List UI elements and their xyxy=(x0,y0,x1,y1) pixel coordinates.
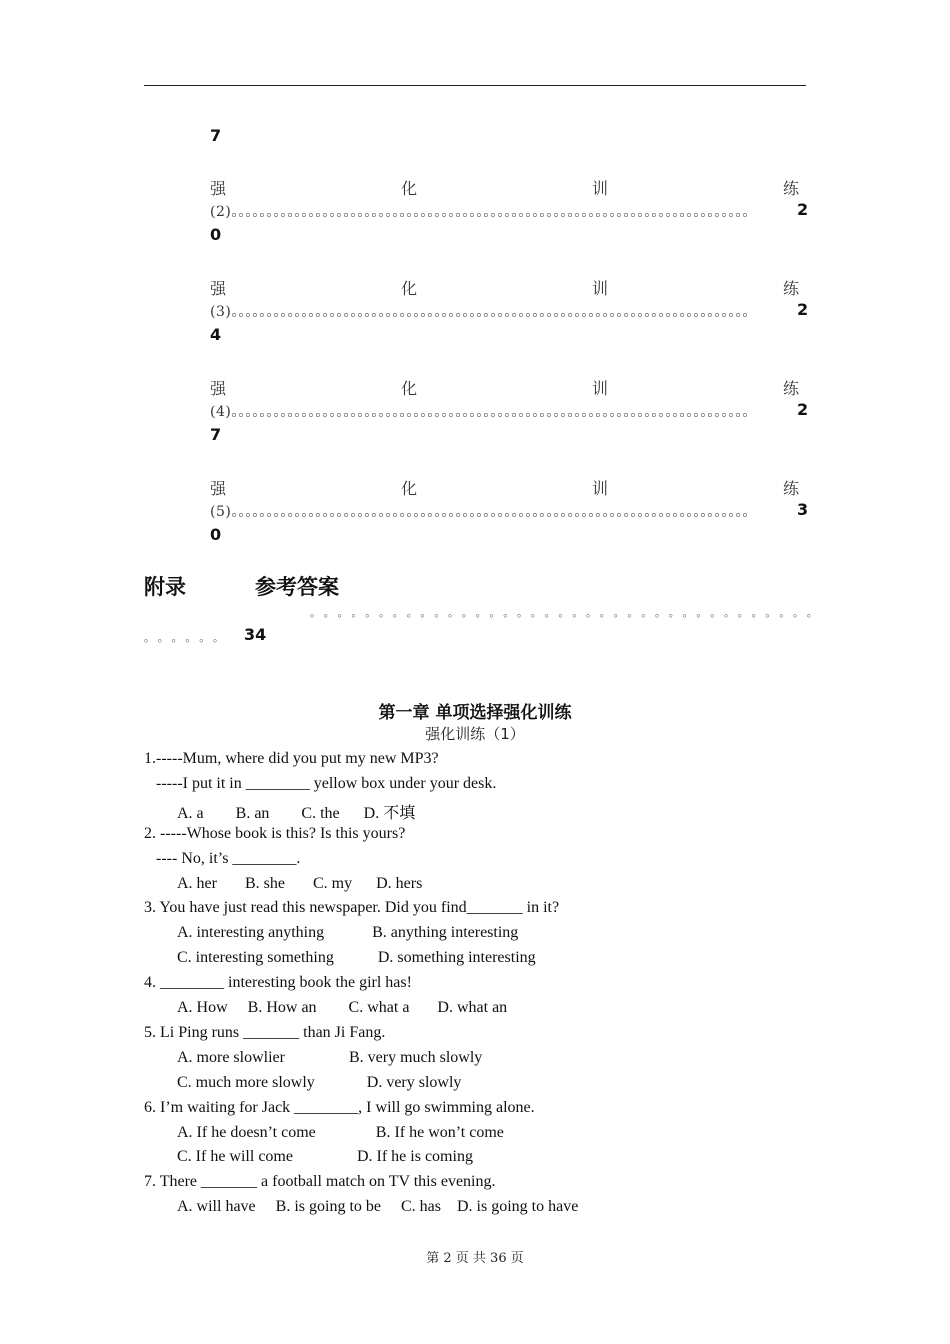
section-subtitle: 强化训练（1） xyxy=(425,725,525,743)
toc-entry-word: 化 xyxy=(401,379,418,398)
toc-entry-word: 强 xyxy=(210,279,227,298)
toc-entry-page-cont: 0 xyxy=(210,225,222,244)
question-options: A. more slowlier B. very much slowly xyxy=(177,1048,483,1066)
toc-entry-word: 化 xyxy=(401,479,418,498)
question-options: A. If he doesn’t come B. If he won’t come xyxy=(177,1123,504,1141)
question-options: A. will have B. is going to be C. has D. is going to have xyxy=(177,1198,579,1216)
question-options: A. a B. an C. the D. 不填 xyxy=(177,804,416,822)
toc-entry-word: 化 xyxy=(401,179,418,198)
question-text: 2. -----Whose book is this? Is this yours? xyxy=(144,824,406,842)
toc-entry-page-cont: 7 xyxy=(210,425,222,444)
question-text: 4. ________ interesting book the girl has! xyxy=(144,974,412,992)
toc-leader-dots: 。。。。。。。。。。。。。。。。。。。。。。。。。。。。。。。。。。。。。。。。。。。。。。。。。。。。。。。。。。。。。。。。。。。。。。。。。。 xyxy=(231,204,757,220)
appendix-label: 附录 xyxy=(144,575,186,599)
question-text: 7. There _______ a football match on TV this evening. xyxy=(144,1173,496,1191)
toc-entry-word: 训 xyxy=(592,379,609,398)
toc-entry-word: 强 xyxy=(210,479,227,498)
question-text: 5. Li Ping runs _______ than Ji Fang. xyxy=(144,1023,386,1041)
question-text: 3. You have just read this newspaper. Did you find_______ in it? xyxy=(144,899,560,917)
toc-leader-dots: 。。。。。。。。。。。。。。。。。。。。。。。。。。。。。。。。。。。。。。。。。。。。。。。。。。。。。。。。。。。。。。。。。。。。。。。。。。 xyxy=(231,304,757,320)
question-options: C. interesting something D. something interesting xyxy=(177,949,536,967)
page-footer: 第 2 页 共 36 页 xyxy=(426,1251,524,1266)
question-options: C. If he will come D. If he is coming xyxy=(177,1148,473,1166)
appendix-leader-dots-2: 。。。。。。 xyxy=(144,631,233,644)
toc-entry-page: 2 xyxy=(797,400,809,419)
toc-entry-word: 化 xyxy=(401,279,418,298)
toc-entry-number: (3) xyxy=(210,304,232,320)
toc-entry-number: (4) xyxy=(210,404,232,420)
question-options: A. her B. she C. my D. hers xyxy=(177,874,423,892)
toc-entry-line[interactable] xyxy=(210,500,809,521)
toc-entry-word: 强 xyxy=(210,379,227,398)
toc-entry-word: 训 xyxy=(592,479,609,498)
question-text: 6. I’m waiting for Jack ________, I will go swimming alone. xyxy=(144,1098,535,1116)
chapter-title: 第一章 单项选择强化训练 xyxy=(378,703,572,723)
toc-entry-line[interactable] xyxy=(210,400,809,421)
toc-entry-word: 训 xyxy=(592,179,609,198)
toc-entry-word: 训 xyxy=(592,279,609,298)
toc-entry-word: 练 xyxy=(783,479,800,498)
toc-entry-page-cont: 0 xyxy=(210,525,222,544)
question-options: C. much more slowly D. very slowly xyxy=(177,1073,462,1091)
question-text: ---- No, it’s ________. xyxy=(144,849,301,867)
toc-entry-word: 练 xyxy=(783,179,800,198)
toc-entry-page: 2 xyxy=(797,300,809,319)
question-options: A. How B. How an C. what a D. what an xyxy=(177,999,508,1016)
toc-entry-page: 2 xyxy=(797,200,809,219)
toc-entry-word: 练 xyxy=(783,279,800,298)
header-rule xyxy=(144,85,806,86)
toc-entry-page-cont: 4 xyxy=(210,325,222,344)
toc-entry-number: (2) xyxy=(210,204,232,220)
appendix-page-number: 34 xyxy=(244,625,267,644)
toc-entry-line[interactable] xyxy=(210,300,809,321)
toc-entry-line[interactable] xyxy=(210,200,809,221)
toc-page-digit: 7 xyxy=(210,126,222,145)
appendix-title: 参考答案 xyxy=(255,575,339,599)
toc-entry-word: 练 xyxy=(783,379,800,398)
question-text: 1.-----Mum, where did you put my new MP3? xyxy=(144,750,439,767)
question-options: A. interesting anything B. anything interesting xyxy=(177,924,519,942)
toc-leader-dots: 。。。。。。。。。。。。。。。。。。。。。。。。。。。。。。。。。。。。。。。。。。。。。。。。。。。。。。。。。。。。。。。。。。。。。。。。。。 xyxy=(231,404,757,420)
toc-leader-dots: 。。。。。。。。。。。。。。。。。。。。。。。。。。。。。。。。。。。。。。。。。。。。。。。。。。。。。。。。。。。。。。。。。。。。。。。。。。 xyxy=(231,504,757,520)
toc-entry-number: (5) xyxy=(210,504,232,520)
appendix-leader-dots: 。。。。。。。。。。。。。。。。。。。。。。。。。。。。。。。。。。。。。 xyxy=(310,606,827,619)
toc-entry-page: 3 xyxy=(797,500,809,519)
question-text: -----I put it in ________ yellow box under your desk. xyxy=(144,774,497,792)
toc-entry-word: 强 xyxy=(210,179,227,198)
